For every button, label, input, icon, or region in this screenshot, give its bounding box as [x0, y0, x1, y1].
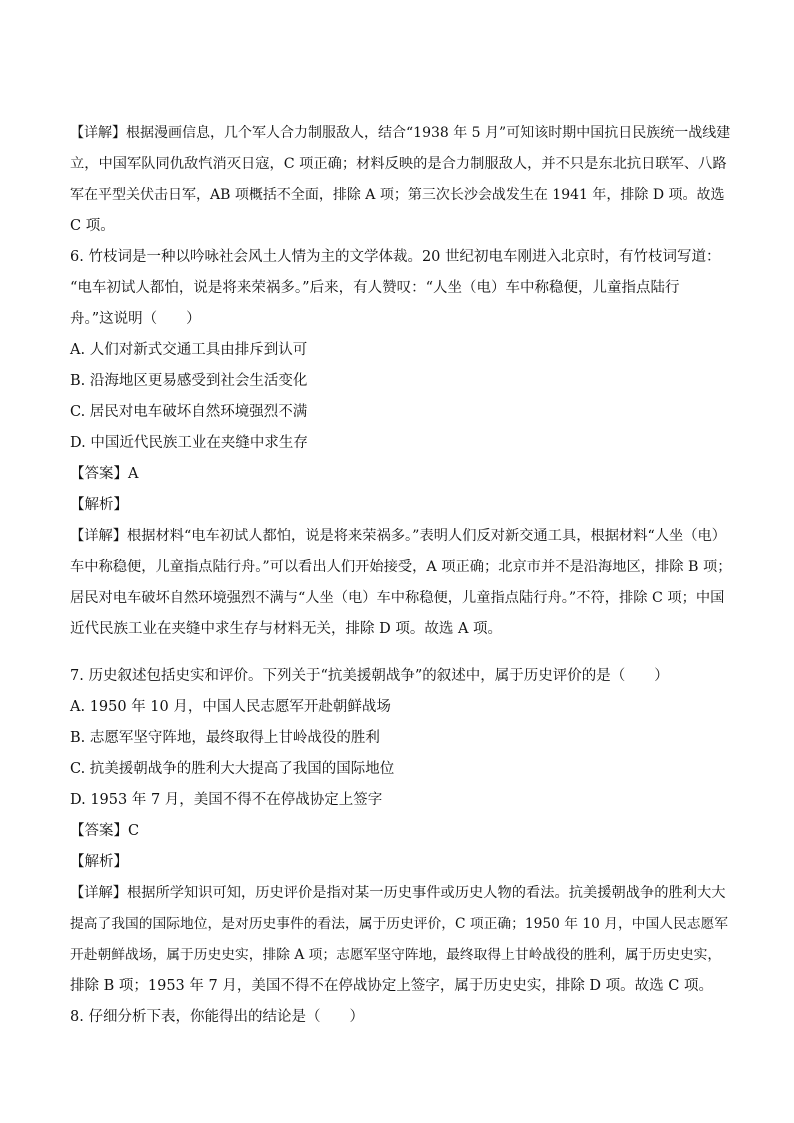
q6-question-line: 6. 竹枝词是一种以吟咏社会风土人情为主的文学体裁。20 世纪初电车刚进入北京时，有竹枝词写道：	[70, 249, 721, 265]
q6-option-a: A. 人们对新式交通工具由排斥到认可	[70, 342, 308, 358]
q6-detail-line: 车中称稳便，儿童指点陆行舟。”可以看出人们开始接受，A 项正确；北京市并不是沿海地区，排除 B 项；	[70, 559, 732, 575]
q6-analysis-label: 【解析】	[70, 497, 128, 513]
q8-question	[70, 1002, 732, 1033]
q7-detail-line: 【详解】根据所学知识可知，历史评价是指对某一历史事件或历史人物的看法。抗美援朝战争的胜利大大	[70, 885, 726, 901]
q6-option-c: C. 居民对电车破坏自然环境强烈不满	[70, 404, 308, 420]
q5-detail-line: 【详解】根据漫画信息，几个军人合力制服敌人，结合“1938 年 5 月”可知该时期中国抗日民族统一战线建	[70, 125, 731, 141]
q7-option-d: D. 1953 年 7 月，美国不得不在停战协定上签字	[70, 792, 383, 808]
q6-option-b: B. 沿海地区更易感受到社会生活变化	[70, 373, 308, 389]
q7-answer: 【答案】C	[70, 823, 140, 839]
q6-answer: 【答案】A	[70, 466, 139, 482]
q7-option-b: B. 志愿军坚守阵地，最终取得上甘岭战役的胜利	[70, 730, 380, 746]
q5-detail-line: 立，中国军队同仇敌忾消灭日寇，C 项正确；材料反映的是合力制服敌人，并不只是东北抗日联军、八路	[70, 156, 727, 172]
q6-question-line: “电车初试人都怕，说是将来荣祸多。”后来，有人赞叹：“人坐（电）车中称稳便，儿童指点陆行	[70, 280, 680, 296]
q7-detail-line: 排除 B 项；1953 年 7 月，美国不得不在停战协定上签字，属于历史史实，排除 D 项。故选 C 项。	[70, 978, 713, 994]
q7-option-c: C. 抗美援朝战争的胜利大大提高了我国的国际地位	[70, 761, 395, 777]
q7-detail-line: 开赴朝鲜战场，属于历史史实，排除 A 项；志愿军坚守阵地，最终取得上甘岭战役的胜利，属于历史史实，	[70, 947, 722, 963]
q7-detail	[70, 878, 732, 1002]
q6-option-d: D. 中国近代民族工业在夹缝中求生存	[70, 435, 308, 451]
q6-question	[70, 242, 732, 335]
q6-detail-line: 近代民族工业在夹缝中求生存与材料无关，排除 D 项。故选 A 项。	[70, 621, 503, 637]
q5-detail-line: C 项。	[70, 218, 115, 234]
q7-analysis-label: 【解析】	[70, 854, 128, 870]
q7-detail-line: 提高了我国的国际地位，是对历史事件的看法，属于历史评价，C 项正确；1950 年 10 月，中国人民志愿军	[70, 916, 728, 932]
q6-question-line: 舟。”这说明（ ）	[70, 311, 201, 327]
q7-options	[70, 692, 732, 816]
q5-detail-line: 军在平型关伏击日军，AB 项概括不全面，排除 A 项；第三次长沙会战发生在 1941 年，排除 D 项。故选	[70, 187, 725, 203]
q6-detail-line: 居民对电车破坏自然环境强烈不满与“人坐（电）车中称稳便，儿童指点陆行舟。”不符，排除 C 项；中国	[70, 590, 725, 606]
q8-question-line: 8. 仔细分析下表，你能得出的结论是（ ）	[70, 1009, 364, 1025]
q6-options	[70, 335, 732, 459]
q7-option-a: A. 1950 年 10 月，中国人民志愿军开赴朝鲜战场	[70, 699, 391, 715]
page-content	[70, 118, 732, 1033]
q7-question-line: 7. 历史叙述包括史实和评价。下列关于“抗美援朝战争”的叙述中，属于历史评价的是（ ）	[70, 668, 669, 684]
section-gap	[70, 645, 732, 661]
q7-question	[70, 661, 732, 692]
q5-detail	[70, 118, 732, 242]
q6-detail-line: 【详解】根据材料“电车初试人都怕，说是将来荣祸多。”表明人们反对新交通工具，根据材料“人坐（电）	[70, 528, 726, 544]
q6-detail	[70, 521, 732, 645]
